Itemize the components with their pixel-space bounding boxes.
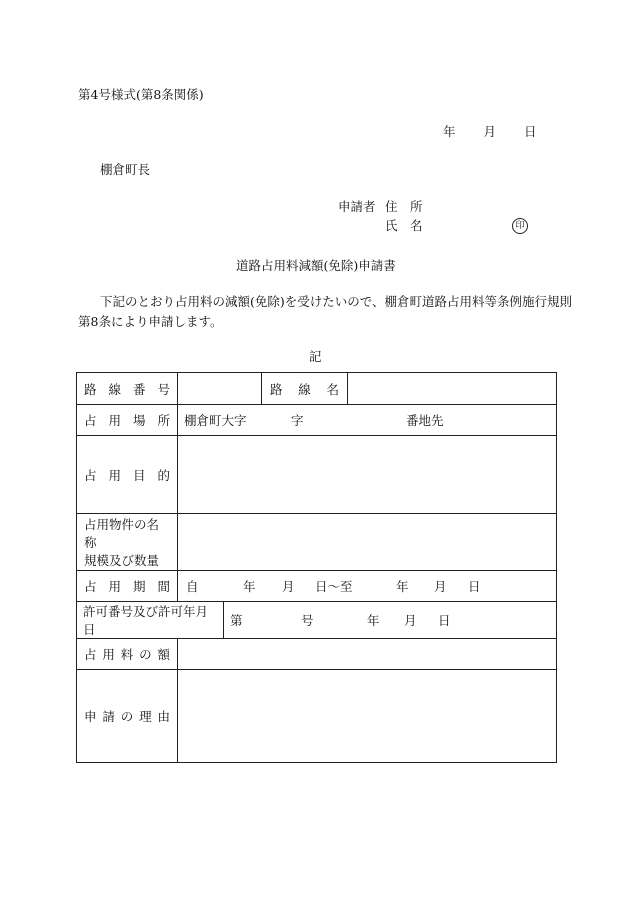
location-value[interactable] — [178, 405, 557, 436]
permit-month: 月 — [404, 613, 417, 628]
purpose-label — [77, 436, 178, 514]
name-label: 氏 名 — [385, 218, 423, 233]
period-year: 年 — [243, 579, 256, 594]
period-label — [77, 571, 178, 602]
reason-label — [77, 670, 178, 763]
body-line-1: 下記のとおり占用料の減額(免除)を受けたいので、棚倉町道路占用料等条例施行規則 — [100, 294, 573, 309]
fee-text: 占 用 料 の 額 — [84, 647, 170, 662]
address-label: 住 所 — [385, 199, 423, 214]
object-line-1: 占用物件の名称 — [84, 517, 160, 550]
reason-text: 申 請 の 理 由 — [84, 709, 170, 724]
period-month: 月 — [282, 579, 295, 594]
reason-value[interactable] — [178, 670, 557, 763]
period-from: 自 — [186, 579, 199, 594]
route-name-label — [262, 373, 348, 405]
route-name-value[interactable] — [348, 373, 557, 405]
period-day-to: 日～至 — [315, 579, 353, 594]
date-month: 月 — [483, 124, 497, 139]
purpose-text: 占 用 目 的 — [84, 467, 170, 483]
location-aza: 字 — [291, 413, 304, 428]
object-line-2: 規模及び数量 — [84, 553, 160, 568]
permit-day: 日 — [438, 613, 451, 628]
body-line-2: 第8条により申請します。 — [78, 314, 223, 329]
date-line — [443, 122, 537, 140]
route-number-text: 路 線 番 号 — [84, 381, 170, 397]
permit-dai: 第 — [230, 613, 243, 628]
fee-value[interactable] — [178, 639, 557, 670]
form-number: 第4号様式(第8条関係) — [78, 87, 204, 102]
permit-text: 許可番号及び許可年月日 — [83, 604, 209, 637]
addressee: 棚倉町長 — [100, 162, 151, 177]
permit-label — [77, 602, 224, 639]
date-day: 日 — [524, 124, 537, 139]
route-number-value[interactable] — [178, 373, 262, 405]
period-month-2: 月 — [434, 579, 447, 594]
applicant-label: 申請者 — [338, 199, 376, 214]
object-value[interactable] — [178, 514, 557, 571]
location-label — [77, 405, 178, 436]
object-label — [77, 514, 178, 571]
route-name-text: 路 線 名 — [270, 381, 339, 397]
application-table — [76, 372, 557, 763]
permit-value[interactable] — [224, 602, 557, 639]
seal-mark: 印 — [512, 218, 528, 234]
purpose-value[interactable] — [178, 436, 557, 514]
ki-label: 記 — [309, 349, 322, 364]
document-title: 道路占用料減額(免除)申請書 — [236, 258, 396, 273]
period-year-2: 年 — [396, 579, 409, 594]
permit-go: 号 — [301, 613, 314, 628]
permit-year: 年 — [367, 613, 380, 628]
date-year: 年 — [443, 124, 456, 139]
fee-label — [77, 639, 178, 670]
location-banchi: 番地先 — [406, 413, 444, 428]
route-number-label — [77, 373, 178, 405]
period-text: 占 用 期 間 — [84, 579, 170, 594]
location-text: 占 用 場 所 — [84, 413, 170, 428]
period-value[interactable] — [178, 571, 557, 602]
location-prefix: 棚倉町大字 — [184, 413, 247, 428]
period-day-2: 日 — [468, 579, 481, 594]
